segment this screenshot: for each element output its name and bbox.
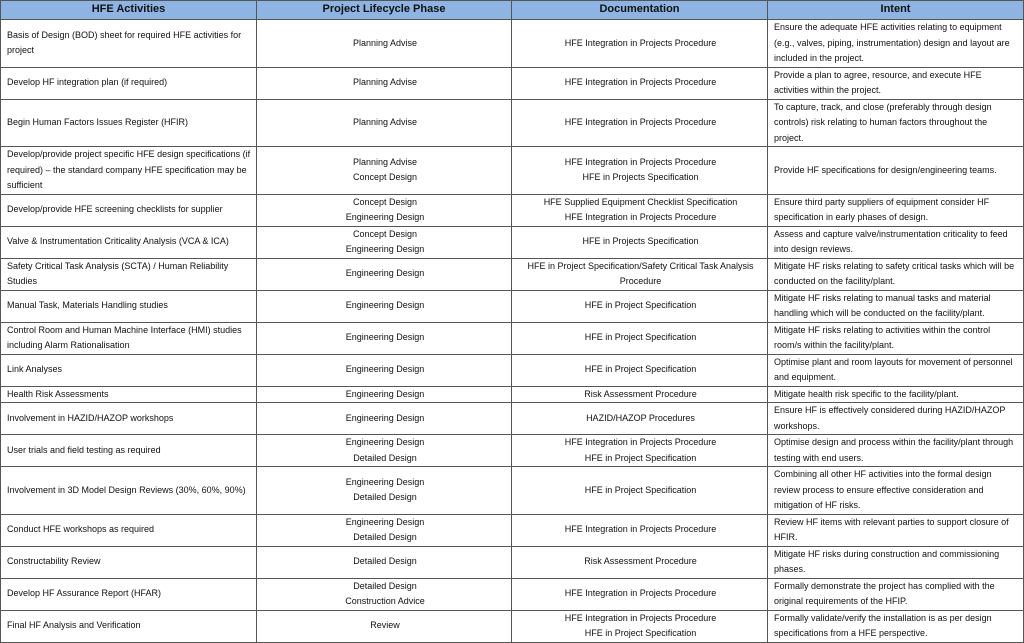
intent-cell-line: controls) risk relating to human factors throughout the [774, 117, 988, 127]
header-row [1, 1, 1024, 20]
documentation-cell [512, 67, 768, 99]
activity-cell-line: Develop/provide HFE screening checklists for supplier [7, 204, 223, 215]
phase-cell-line: Detailed Design [353, 452, 417, 463]
intent-cell [768, 226, 1024, 258]
documentation-cell [512, 290, 768, 322]
phase-cell-line: Engineering Design [345, 332, 425, 343]
intent-cell-line: Mitigate health risk specific to the facility/plant. [774, 388, 959, 399]
phase-cell-line: Engineering Design [345, 412, 425, 423]
documentation-cell-line: HFE Supplied Equipment Checklist Specification [543, 196, 738, 207]
documentation-cell-line: HFE in Project Specification [584, 300, 697, 311]
phase-cell [257, 194, 512, 226]
intent-cell [768, 20, 1024, 68]
table-row [1, 403, 1024, 435]
phase-cell [257, 354, 512, 386]
documentation-cell-line: HFE Integration in Projects Procedure [564, 117, 717, 127]
table-row [1, 147, 1024, 195]
table-row [1, 67, 1024, 99]
activity-cell [1, 20, 257, 68]
intent-cell [768, 403, 1024, 435]
phase-cell-line: Detailed Design [353, 556, 417, 567]
intent-cell-line: and equipment. [774, 372, 837, 382]
phase-cell-line: Detailed Design [353, 532, 417, 542]
intent-cell [768, 290, 1024, 322]
activity-cell [1, 386, 257, 403]
activity-cell [1, 147, 257, 195]
phase-cell-line: Engineering Design [345, 437, 425, 447]
documentation-cell [512, 546, 768, 578]
documentation-cell [512, 258, 768, 290]
table-row [1, 467, 1024, 515]
phase-cell [257, 99, 512, 147]
intent-cell-line: Formally demonstrate the project has complied with the [774, 580, 995, 591]
intent-cell-line: project. [774, 132, 804, 143]
documentation-cell-line: HFE in Project Specification [584, 452, 697, 463]
activity-cell-line: Safety Critical Task Analysis (SCTA) / Human Reliability [7, 260, 229, 271]
activity-cell [1, 546, 257, 578]
table-row [1, 290, 1024, 322]
intent-cell-line: Formally validate/verify the installation is as per design [774, 612, 992, 623]
activity-cell [1, 354, 257, 386]
table-row [1, 386, 1024, 403]
phase-cell [257, 435, 512, 467]
activity-cell-line: Link Analyses [7, 364, 63, 375]
header-intent: Intent [768, 1, 1024, 20]
documentation-cell-line: HFE Integration in Projects Procedure [564, 37, 717, 48]
phase-cell [257, 546, 512, 578]
activity-cell-line: project [7, 45, 35, 56]
activity-cell [1, 226, 257, 258]
intent-cell-line: conducted on the facility/plant. [774, 276, 896, 286]
documentation-cell-line: HFE Integration in Projects Procedure [564, 212, 717, 222]
table-row [1, 354, 1024, 386]
table-row [1, 514, 1024, 546]
phase-cell [257, 403, 512, 435]
intent-cell-line: Provide HF specifications for design/engineering teams. [774, 164, 997, 175]
phase-cell-line: Planning Advise [352, 156, 418, 167]
documentation-cell [512, 578, 768, 610]
intent-cell [768, 467, 1024, 515]
intent-cell-line: Mitigate HF risks relating to safety critical tasks which will be [774, 260, 1015, 271]
documentation-cell-line: HFE Integration in Projects Procedure [564, 77, 717, 88]
phase-cell-line: Engineering Design [345, 364, 425, 375]
intent-cell [768, 386, 1024, 403]
intent-cell-line: To capture, track, and close (preferably through design [774, 101, 992, 112]
table-row [1, 435, 1024, 467]
phase-cell [257, 386, 512, 403]
table-row [1, 194, 1024, 226]
intent-cell-line: into design reviews. [774, 244, 854, 254]
intent-cell-line: activities within the project. [774, 85, 882, 95]
intent-cell-line: room/s within the facility/plant. [774, 340, 895, 350]
documentation-cell [512, 354, 768, 386]
phase-cell-line: Concept Design [352, 228, 418, 239]
documentation-cell [512, 514, 768, 546]
activity-cell-line: Begin Human Factors Issues Register (HFIR) [7, 117, 189, 127]
phase-cell-line: Detailed Design [353, 580, 417, 591]
intent-cell [768, 354, 1024, 386]
intent-cell-line: specifications from a HFE perspective. [774, 628, 928, 638]
intent-cell [768, 67, 1024, 99]
activity-cell [1, 610, 257, 642]
activity-cell-line: Develop/provide project specific HFE design specifications (if [7, 149, 251, 159]
phase-cell [257, 147, 512, 195]
documentation-cell [512, 99, 768, 147]
phase-cell-line: Construction Advice [345, 596, 425, 606]
activity-cell-line: Valve & Instrumentation Criticality Analysis (VCA & ICA) [7, 236, 229, 247]
activity-cell-line: Health Risk Assessments [7, 388, 109, 399]
intent-cell [768, 194, 1024, 226]
phase-cell-line: Planning Advise [352, 77, 418, 88]
intent-cell-line: workshops. [774, 420, 820, 431]
table-row [1, 20, 1024, 68]
documentation-cell [512, 226, 768, 258]
intent-cell-line: phases. [774, 564, 806, 574]
activity-cell-line: Constructability Review [7, 556, 101, 567]
documentation-cell [512, 194, 768, 226]
intent-cell-line: handling which will be conducted on the facility/plant. [774, 308, 985, 318]
activity-cell [1, 194, 257, 226]
phase-cell-line: Detailed Design [353, 492, 417, 503]
intent-cell [768, 610, 1024, 642]
phase-cell-line: Engineering Design [345, 476, 425, 487]
phase-cell [257, 467, 512, 515]
activity-cell [1, 578, 257, 610]
activity-cell-line: Involvement in HAZID/HAZOP workshops [7, 412, 174, 423]
documentation-cell [512, 610, 768, 642]
activity-cell-line: sufficient [7, 180, 43, 190]
documentation-cell-line: HFE in Projects Specification [582, 172, 699, 183]
activity-cell-line: Control Room and Human Machine Interface (HMI) studies [7, 324, 242, 335]
header-hfe-activities: HFE Activities [1, 1, 257, 20]
phase-cell [257, 258, 512, 290]
activity-cell-line: Manual Task, Materials Handling studies [7, 300, 168, 311]
table-header [1, 1, 1024, 20]
activity-cell [1, 67, 257, 99]
header-documentation: Documentation [512, 1, 768, 20]
phase-cell-line: Planning Advise [352, 37, 418, 48]
activity-cell [1, 514, 257, 546]
activity-cell-line: Studies [7, 276, 38, 286]
phase-cell [257, 67, 512, 99]
activity-cell-line: Involvement in 3D Model Design Reviews (30%, 60%, 90%) [7, 484, 246, 495]
documentation-cell-line: HFE Integration in Projects Procedure [564, 612, 717, 623]
documentation-cell-line: Risk Assessment Procedure [584, 556, 697, 567]
intent-cell-line: Optimise plant and room layouts for movement of personnel [774, 356, 1013, 367]
documentation-cell-line: HFE in Project Specification [584, 628, 697, 638]
phase-cell-line: Engineering Design [345, 388, 425, 399]
table-row [1, 258, 1024, 290]
documentation-cell [512, 435, 768, 467]
phase-cell [257, 514, 512, 546]
table-row [1, 322, 1024, 354]
phase-cell [257, 578, 512, 610]
intent-cell-line: Mitigate HF risks during construction and commissioning [774, 548, 1000, 559]
phase-cell-line: Engineering Design [345, 212, 425, 222]
header-project-lifecycle-phase: Project Lifecycle Phase [257, 1, 512, 20]
activity-cell [1, 435, 257, 467]
phase-cell-line: Engineering Design [345, 268, 425, 279]
intent-cell [768, 322, 1024, 354]
phase-cell-line: Engineering Design [345, 244, 425, 254]
documentation-cell-line: Procedure [619, 276, 662, 286]
intent-cell [768, 514, 1024, 546]
intent-cell-line: Combining all other HF activities into the formal design [774, 469, 992, 479]
table-row [1, 578, 1024, 610]
intent-cell-line: Ensure the adequate HFE activities relating to equipment [774, 22, 1002, 32]
activity-cell-line: required) – the standard company HFE specification may be [7, 164, 247, 175]
phase-cell-line: Review [370, 620, 400, 631]
intent-cell-line: HFIR. [774, 532, 798, 542]
intent-cell-line: Optimise design and process within the facility/plant through [774, 437, 1014, 447]
intent-cell-line: review process to ensure effective consideration and [774, 484, 984, 495]
intent-cell-line: Provide a plan to agree, resource, and execute HFE [774, 69, 982, 80]
documentation-cell-line: HFE in Project Specification [584, 364, 697, 375]
intent-cell-line: Mitigate HF risks relating to activities within the control [774, 324, 991, 335]
table-row [1, 546, 1024, 578]
phase-cell-line: Concept Design [352, 196, 418, 207]
phase-cell-line: Engineering Design [345, 300, 425, 311]
table-row [1, 610, 1024, 642]
intent-cell [768, 147, 1024, 195]
activity-cell [1, 290, 257, 322]
phase-cell-line: Concept Design [352, 172, 418, 183]
intent-cell-line: Review HF items with relevant parties to support closure of [774, 516, 1009, 527]
documentation-cell [512, 403, 768, 435]
intent-cell [768, 546, 1024, 578]
phase-cell [257, 290, 512, 322]
activity-cell [1, 467, 257, 515]
phase-cell [257, 226, 512, 258]
intent-cell-line: mitigation of HF risks. [774, 500, 861, 510]
table-row [1, 99, 1024, 147]
documentation-cell [512, 322, 768, 354]
phase-cell [257, 322, 512, 354]
phase-cell [257, 610, 512, 642]
documentation-cell-line: HFE in Projects Specification [582, 236, 699, 247]
activity-cell-line: Basis of Design (BOD) sheet for required HFE activities for [7, 29, 242, 40]
activity-cell-line: Conduct HFE workshops as required [7, 524, 155, 535]
intent-cell-line: Ensure HF is effectively considered during HAZID/HAZOP [774, 405, 1006, 415]
intent-cell-line: (e.g., valves, piping, instrumentation) design and layout are [774, 37, 1010, 48]
documentation-cell [512, 147, 768, 195]
phase-cell-line: Engineering Design [345, 516, 425, 527]
intent-cell-line: Mitigate HF risks relating to manual tasks and material [774, 292, 991, 303]
activity-cell-line: Final HF Analysis and Verification [7, 620, 141, 631]
documentation-cell-line: HFE Integration in Projects Procedure [564, 437, 717, 447]
activity-cell [1, 322, 257, 354]
documentation-cell-line: HFE Integration in Projects Procedure [564, 588, 717, 599]
intent-cell-line: Assess and capture valve/instrumentation criticality to feed [774, 228, 1008, 239]
activity-cell [1, 403, 257, 435]
activity-cell-line: Develop HF integration plan (if required) [7, 77, 168, 88]
intent-cell-line: included in the project. [774, 53, 865, 63]
documentation-cell-line: HFE Integration in Projects Procedure [564, 156, 717, 167]
intent-cell-line: original requirements of the HFIP. [774, 596, 908, 606]
table-body [1, 20, 1024, 643]
intent-cell-line: testing with end users. [774, 452, 864, 463]
activity-cell-line: User trials and field testing as required [7, 444, 161, 455]
intent-cell-line: specification in early phases of design. [774, 212, 929, 222]
documentation-cell-line: HFE in Project Specification [584, 332, 697, 343]
intent-cell [768, 258, 1024, 290]
documentation-cell-line: Risk Assessment Procedure [584, 388, 697, 399]
documentation-cell [512, 386, 768, 403]
activity-cell-line: including Alarm Rationalisation [7, 340, 130, 350]
documentation-cell [512, 20, 768, 68]
intent-cell-line: Ensure third party suppliers of equipment consider HF [774, 196, 990, 207]
documentation-cell-line: HAZID/HAZOP Procedures [586, 412, 695, 423]
intent-cell [768, 435, 1024, 467]
activity-cell [1, 99, 257, 147]
phase-cell [257, 20, 512, 68]
documentation-cell-line: HFE in Project Specification [584, 484, 697, 495]
intent-cell [768, 99, 1024, 147]
table-row [1, 226, 1024, 258]
phase-cell-line: Planning Advise [352, 117, 418, 127]
documentation-cell [512, 467, 768, 515]
documentation-cell-line: HFE Integration in Projects Procedure [564, 524, 717, 535]
activity-cell-line: Develop HF Assurance Report (HFAR) [7, 588, 162, 599]
activity-cell [1, 258, 257, 290]
documentation-cell-line: HFE in Project Specification/Safety Critical Task Analysis [527, 260, 754, 271]
intent-cell [768, 578, 1024, 610]
